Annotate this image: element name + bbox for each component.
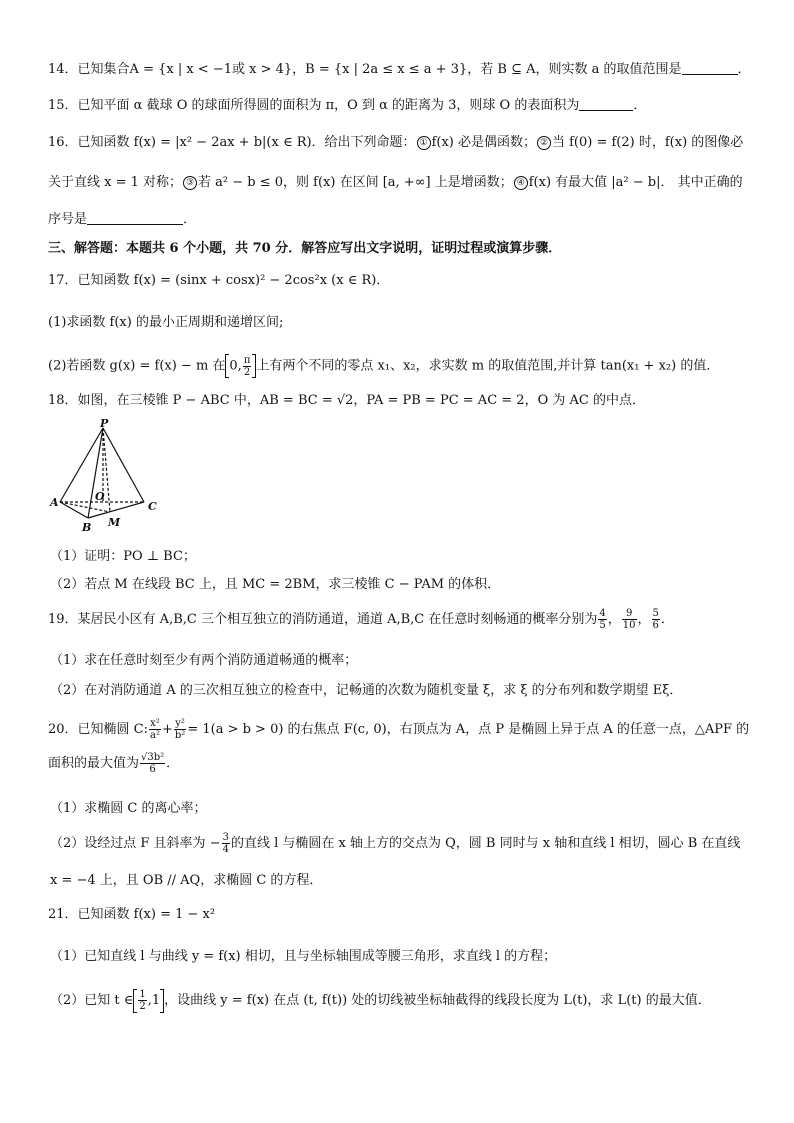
q20-lead: 20．已知椭圆 C: — [48, 722, 149, 737]
question-21: 21．已知函数 f(x) = 1 − x² — [48, 907, 216, 922]
question-20-line1: 20．已知椭圆 C: $\frac{\text{x²}}{\text{a²}}$ + $\frac{\text{y²}}{\text{b²}}$ = 1(a > b > 0) 的右焦点 F(c, 0)，右顶点为 A，点 P 是椭圆上异于点 A 的任意一点，△APF 的 — [48, 718, 750, 741]
q15-text: 15．已知平面 α 截球 O 的球面所得圆的面积为 π，O 到 α 的距离为 3，则球 O 的表面积为 — [48, 98, 580, 113]
q20-part1: （1）求椭圆 C 的离心率； — [50, 801, 207, 816]
q19-part2: （2）在对消防通道 A 的三次相互独立的检查中，记畅通的次数为随机变量 ξ，求 ξ 的分布列和数学期望 Eξ． — [50, 683, 683, 698]
q19-stem: 19．某居民小区有 A,B,C 三个相互独立的消防通道，通道 A,B,C 在任意时刻畅通的概率分别为 — [48, 612, 598, 627]
question-15 — [48, 96, 748, 115]
label-a: A — [50, 496, 59, 509]
q17-part2-lead: (2)若函数 g(x) = f(x) − m 在 — [48, 358, 226, 374]
q18-part2: （2）若点 M 在线段 BC 上，且 MC = 2BM，求三棱锥 C − PAM 的体积． — [50, 577, 501, 592]
label-c: C — [148, 500, 157, 513]
segment-am — [60, 502, 110, 512]
q14-lead: 14．已知集合 — [48, 62, 130, 77]
q14-end: ． — [737, 62, 751, 77]
q16-prop3: 若 a² − b ≤ 0，则 f(x) 在区间 [a, +∞] 上是增函数； — [198, 175, 513, 190]
edge-ab — [60, 502, 88, 518]
q16-prop1: f(x) 必是偶函数； — [431, 135, 536, 150]
set-a: A = {x | x < −1或 x > 4} — [129, 62, 293, 77]
question-16-line2 — [48, 174, 748, 192]
q17-part2-rest: 上有两个不同的零点 x₁、x₂，求实数 m 的取值范围,并计算 tan(x₁ + x₂) 的值． — [256, 358, 720, 374]
prob-a: $\frac{4}{5}$ — [599, 608, 606, 631]
question-16-line1 — [48, 134, 748, 152]
label-m: M — [108, 516, 121, 529]
pyramid-figure — [48, 418, 178, 536]
label-o: O — [95, 490, 105, 503]
q19-part1: （1）求在任意时刻至少有两个消防通道畅通的概率； — [50, 653, 358, 668]
set-b: B = {x | 2a ≤ x ≤ a + 3} — [305, 62, 468, 77]
question-19: 19．某居民小区有 A,B,C 三个相互独立的消防通道，通道 A,B,C 在任意时刻畅通的概率分别为 $\frac{4}{5}$ ， $\frac{9}{10}$ ， $\frac{5}{6}$ ． — [48, 608, 674, 631]
q16-prop2-end: 关于直线 x = 1 对称； — [48, 175, 183, 190]
question-14 — [48, 60, 751, 79]
q21-part2-rest: ，设曲线 y = f(x) 在点 (t, f(t)) 处的切线被坐标轴截得的线段长度为 L(t)，求 L(t) 的最大值． — [164, 993, 711, 1008]
q20-part2-lead: （2）设经过点 F 且斜率为 − — [50, 836, 221, 851]
circled-two: ② — [537, 136, 551, 150]
q16-lead: 16．已知函数 f(x) = |x² − 2ax + b|(x ∈ R)．给出下列命题： — [48, 135, 416, 150]
q21-part2: （2）已知 t ∈ $\frac{1}{2}$ ,1 ，设曲线 y = f(x) 在点 (t, f(t)) 处的切线被坐标轴截得的线段长度为 L(t)，求 L(t) 的最大值． — [50, 989, 711, 1012]
pi-over-two: $\frac{\pi}{2}$ — [243, 354, 251, 378]
q17-part2 — [48, 354, 748, 379]
question-17: 17．已知函数 f(x) = (sinx + cosx)² − 2cos²x (x ∈ R)． — [48, 273, 390, 288]
label-p: P — [100, 418, 109, 430]
circled-one: ① — [417, 136, 431, 150]
prob-c: $\frac{5}{6}$ — [652, 608, 659, 631]
question-20-line2: 面积的最大值为 $\frac{\text{√3b²}}{6}$ ． — [48, 752, 180, 775]
one-half: $\frac{1}{2}$ — [139, 989, 146, 1012]
q16-prop2: 当 f(0) = f(2) 时，f(x) 的图像必 — [551, 135, 744, 150]
slope-fraction: $\frac{3}{4}$ — [222, 832, 229, 855]
max-area: $\frac{\text{√3b²}}{6}$ — [141, 752, 165, 775]
label-b: B — [82, 521, 92, 534]
q20-part2 — [50, 832, 750, 856]
q20-part2-rest: 的直线 l 与椭圆在 x 轴上方的交点为 Q，圆 B 同时与 x 轴和直线 l 相切，圆心 B 在直线 — [230, 836, 741, 851]
q16-end: ． — [183, 212, 197, 227]
circled-three: ③ — [183, 176, 197, 190]
edge-pc — [103, 428, 144, 502]
circled-four: ④ — [514, 176, 528, 190]
x-over-a: $\frac{\text{x²}}{\text{a²}}$ — [150, 718, 160, 741]
q16-answer-label: 序号是 — [48, 212, 88, 227]
answer-blank[interactable] — [579, 96, 633, 111]
q20-part2-line2: x = −4 上，且 OB // AQ，求椭圆 C 的方程． — [50, 873, 323, 888]
q16-prop4: f(x) 有最大值 |a² − b|． 其中正确的 — [528, 175, 743, 190]
q14-condition: ，若 B ⊆ A，则实数 a 的取值范围是 — [467, 62, 682, 77]
question-18: 18．如图，在三棱锥 P − ABC 中，AB = BC = √2，PA = PB = PC = AC = 2，O 为 AC 的中点． — [48, 393, 645, 408]
q20-rest: = 1(a > b > 0) 的右焦点 F(c, 0)，右顶点为 A，点 P 是椭圆上异于点 A 的任意一点，△APF 的 — [187, 722, 750, 737]
q20-area-label: 面积的最大值为 — [48, 756, 140, 771]
prob-b: $\frac{9}{10}$ — [622, 608, 636, 631]
q18-part1: （1）证明：PO ⊥ BC； — [50, 549, 196, 564]
answer-blank[interactable] — [87, 210, 183, 225]
interval-left-bracket — [133, 989, 137, 1013]
section-heading: 三、解答题：本题共 6 个小题，共 70 分．解答应写出文字说明，证明过程或演算步骤． — [48, 241, 562, 256]
q21-part2-lead: （2）已知 t ∈ — [50, 993, 134, 1008]
q15-end: ． — [633, 98, 647, 113]
y-over-b: $\frac{\text{y²}}{\text{b²}}$ — [174, 718, 186, 741]
q14-sep: ， — [292, 62, 306, 77]
q17-part1: (1)求函数 f(x) 的最小正周期和递增区间; — [48, 315, 284, 330]
question-16-line3 — [48, 210, 748, 229]
pyramid-svg — [48, 418, 178, 536]
q21-part1: （1）已知直线 l 与曲线 y = f(x) 相切，且与坐标轴围成等腰三角形，求直线 l 的方程； — [50, 949, 557, 964]
interval-left: 0, — [229, 358, 242, 374]
answer-blank[interactable] — [682, 60, 738, 75]
